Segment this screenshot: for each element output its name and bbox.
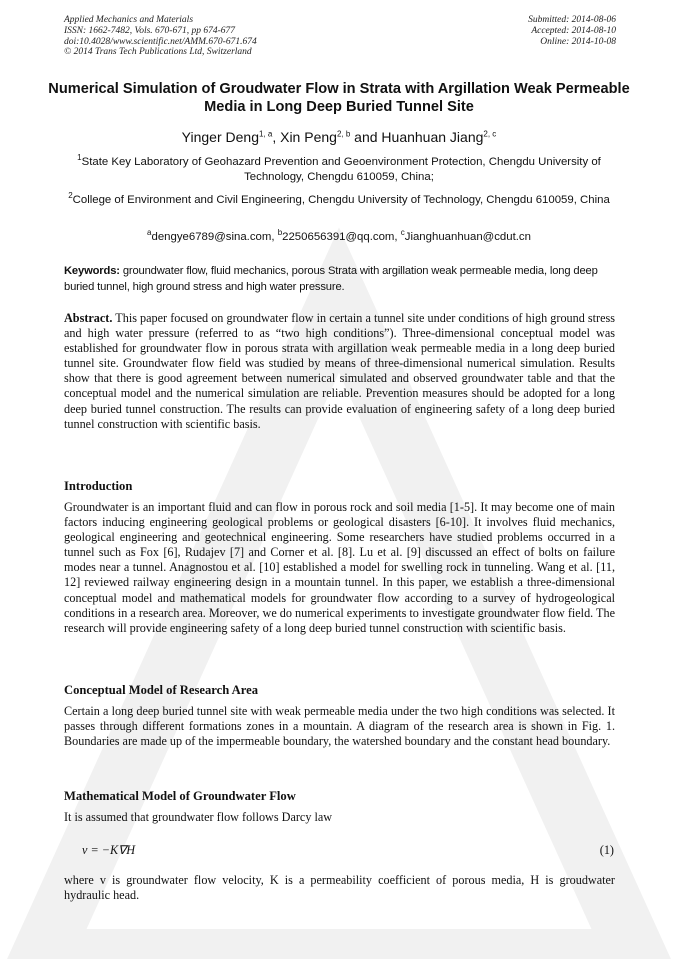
affiliation-2	[60, 193, 618, 208]
abstract	[64, 311, 615, 432]
equation-explanation: where v is groundwater flow velocity, K is a permeability coefficient of porous media, H is groudwater hydraulic head.	[64, 873, 615, 903]
journal-header-right	[528, 15, 616, 47]
abstract-text: This paper focused on groundwater flow in certain a tunnel site under conditions of high ground stress and high water pressure (referred to as “two high conditions”). Three-dimensional conceptual model was established for groundwater flow in porous strata with argillation weak permeable media in a long deep buried tunnel site. Groundwater flow field was studied by means of three-dimensional numerical simulation. Results show that there is good agreement between numerical simulated and observed groundwater table and that the conceptual model and the numerical simulation are reliable. Prevention measures should be adopted for a long deep buried tunnel construction. The results can provide evaluation of engineering safety of a long deep buried tunnel construction with scientific basis.	[64, 311, 615, 431]
mathematical-model-paragraph: It is assumed that groundwater flow follows Darcy law	[64, 810, 333, 824]
author-sup: 2, c	[483, 129, 497, 139]
online-date: Online: 2014-10-08	[540, 36, 616, 47]
paper-title: Numerical Simulation of Groudwater Flow in Strata with Argillation Weak Permeable Media in Long Deep Buried Tunnel Site	[48, 81, 630, 115]
affiliation-sup: 1	[77, 153, 82, 163]
keywords	[64, 264, 616, 295]
equation-number: (1)	[599, 843, 614, 857]
email-link[interactable]: 2250656391@qq.com	[282, 231, 395, 243]
author-sup: 1, a	[258, 129, 273, 139]
journal-header-left	[64, 15, 257, 58]
email-sup: b	[277, 228, 283, 238]
section-heading-introduction: Introduction	[64, 479, 133, 493]
journal-copyright: © 2014 Trans Tech Publications Ltd, Switzerland	[64, 47, 252, 58]
section-heading-conceptual-model: Conceptual Model of Research Area	[64, 683, 259, 697]
author-sep: and	[350, 129, 382, 145]
introduction-paragraph: Groundwater is an important fluid and can flow in porous rock and soil media [1-5]. It may become one of main factors inducing engineering geological problems or geological disasters [6-10]. It involves fluid mechanics, geological engineering and geotechnical engineering. Some researchers have studied problems occurred in a tunnel such as Fox [6], Rudajev [7] and Corner et al. [8]. Lu et al. [9] discussed an effect of bolts on failure modes near a tunnel. Anagnostou et al. [10] established a model for swelling rock in tunneling. Wang et al. [11, 12] reviewed railway engineering design in a mountain tunnel. In this paper, we establish a three-dimensional conceptual model and mathematical models for groundwater flow according to a survey of hydrogeological conditions in a research area. Moreover, we do numerical experiments to investigate groundwater flow field. The research will provide engineering safety of a long deep buried tunnel construction with scientific basis.	[64, 500, 615, 635]
email-sup: c	[400, 228, 405, 238]
journal-doi: doi:10.4028/www.scientific.net/AMM.670-671.674	[64, 36, 257, 47]
affiliation-1	[60, 155, 618, 185]
accepted-date: Accepted: 2014-08-10	[531, 25, 616, 36]
author-sep: ,	[272, 129, 281, 145]
abstract-label: Abstract.	[64, 311, 113, 325]
affiliation-text: College of Environment and Civil Engineering, Chengdu University of Technology, Chengdu 610059, China	[72, 194, 610, 206]
keywords-label: Keywords:	[64, 265, 120, 277]
affiliation-sup: 2	[68, 191, 73, 201]
author-emails	[40, 230, 638, 245]
author-sup: 2, b	[336, 129, 351, 139]
keywords-text: groundwater flow, fluid mechanics, porous Strata with argillation weak permeable media, long deep buried tunnel, high ground stress and high water pressure.	[64, 265, 598, 293]
author-name: Yinger Deng	[181, 129, 259, 145]
journal-name: Applied Mechanics and Materials	[64, 15, 194, 25]
email-sup: a	[147, 228, 152, 238]
journal-issn: ISSN: 1662-7482, Vols. 670-671, pp 674-677	[64, 25, 235, 36]
conceptual-model-paragraph: Certain a long deep buried tunnel site with weak permeable media under the two high conditions was selected. It passes through different formations zones in a mountain. A diagram of the research area is shown in Fig. 1. Boundaries are made up of the impermeable boundary, the watershed boundary and the constant head boundary.	[64, 704, 615, 749]
author-name: Huanhuan Jiang	[381, 129, 484, 145]
email-sep: ,	[271, 231, 278, 243]
affiliation-text: State Key Laboratory of Geohazard Prevention and Geoenvironment Protection, Chengdu University of Technology, Chengdu 610059, China;	[81, 156, 601, 183]
email-link[interactable]: dengye6789@sina.com	[151, 231, 272, 243]
submitted-date: Submitted: 2014-08-06	[528, 15, 616, 25]
section-heading-mathematical-model: Mathematical Model of Groundwater Flow	[64, 789, 296, 803]
email-sep: ,	[394, 231, 401, 243]
email-link[interactable]: Jianghuanhuan@cdut.cn	[404, 231, 531, 243]
darcy-equation: v = −K∇H	[82, 843, 136, 857]
author-list	[40, 128, 638, 146]
author-name: Xin Peng	[280, 129, 337, 145]
